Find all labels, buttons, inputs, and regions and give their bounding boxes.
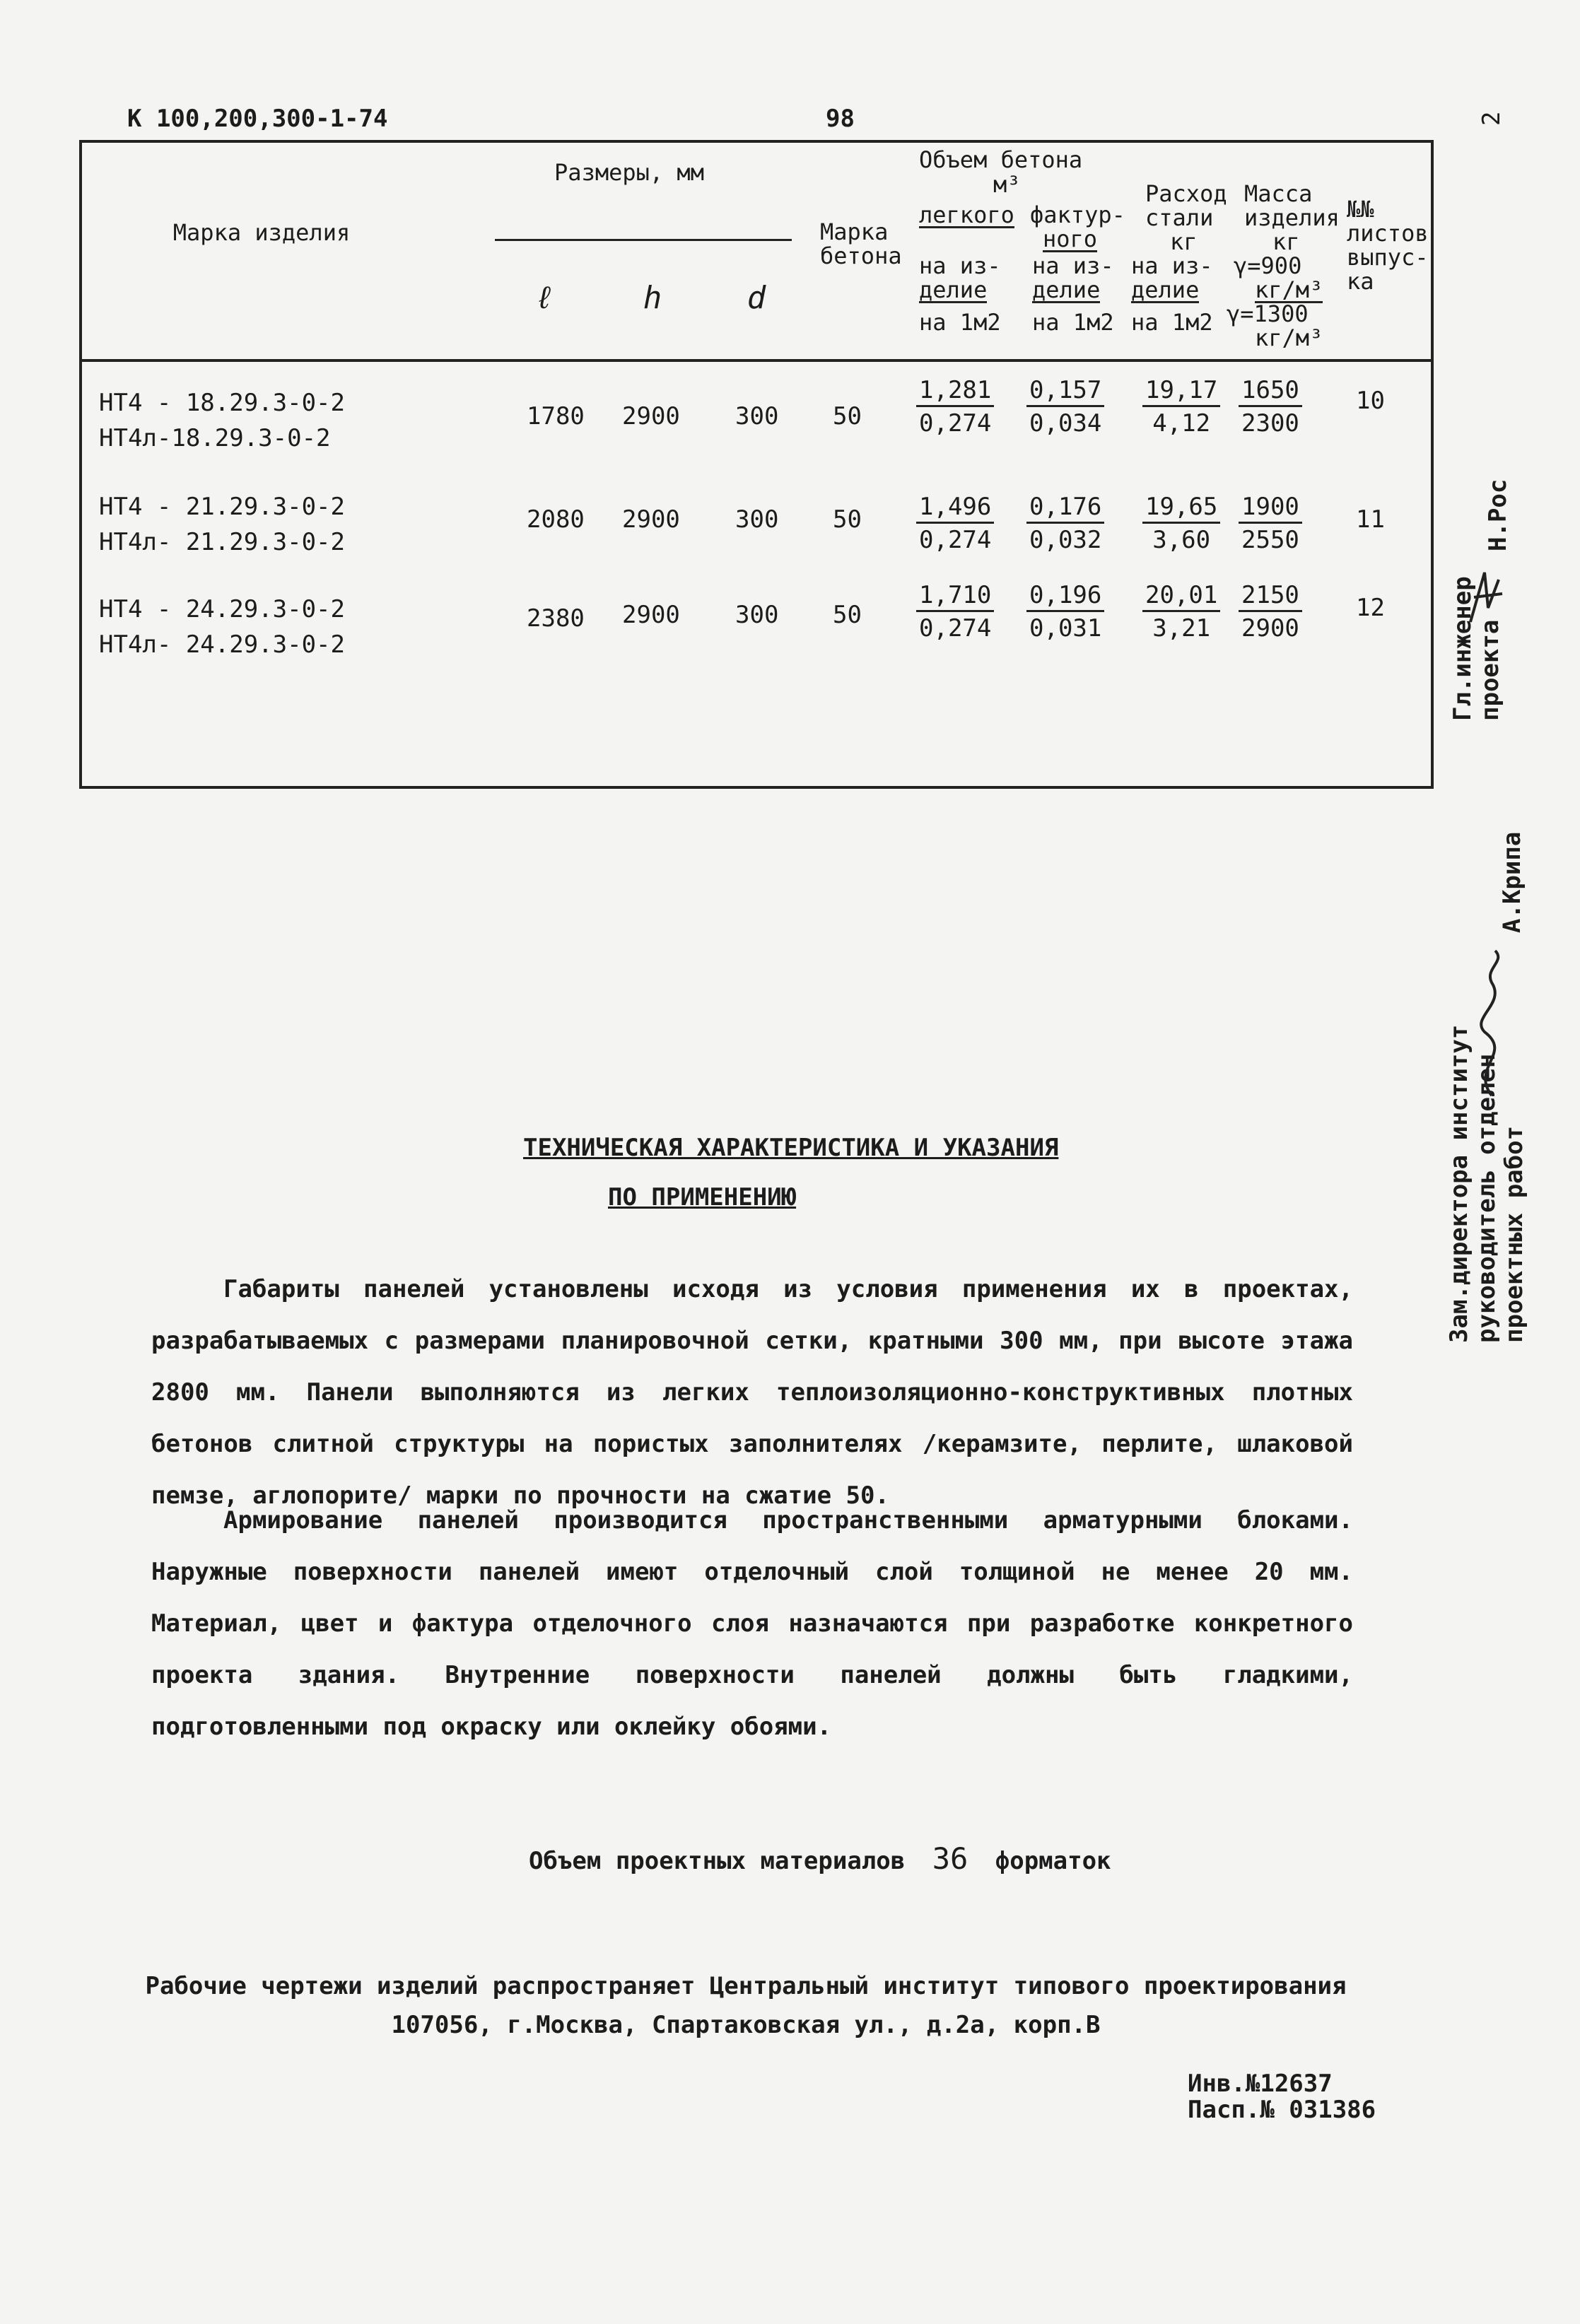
table-row-mark: НТ4 - 21.29.3-0-2 bbox=[99, 493, 345, 521]
table-row-mass bbox=[1239, 376, 1302, 438]
steel-per-m2: 3,21 bbox=[1152, 614, 1211, 642]
col-header-steel-2: стали bbox=[1145, 204, 1214, 231]
col-header-gamma-unit-1: кг/м³ bbox=[1255, 276, 1323, 303]
finish-per-item: 0,196 bbox=[1026, 583, 1104, 612]
col-header-d: d bbox=[747, 280, 766, 316]
table-row-finish-volume bbox=[1026, 583, 1104, 640]
table-row-sheet: 10 bbox=[1356, 387, 1385, 415]
table-row-l: 2080 bbox=[527, 505, 585, 534]
table-row-d: 300 bbox=[735, 505, 779, 534]
table-row-mark: НТ4л- 21.29.3-0-2 bbox=[99, 528, 345, 556]
light-per-item: 1,710 bbox=[916, 583, 994, 612]
table-row-h: 2900 bbox=[622, 601, 680, 629]
col-header-gamma-1300: γ=1300 bbox=[1227, 300, 1309, 327]
volume-count: 36 bbox=[932, 1841, 969, 1876]
table-row-steel bbox=[1142, 376, 1220, 438]
finish-per-item: 0,157 bbox=[1026, 378, 1104, 407]
inventory-block bbox=[1188, 2071, 1376, 2124]
finish-per-m2: 0,031 bbox=[1029, 614, 1102, 642]
volume-line bbox=[529, 1841, 1111, 1876]
steel-per-item: 19,65 bbox=[1142, 495, 1220, 524]
table-row-mark: НТ4л- 24.29.3-0-2 bbox=[99, 630, 345, 659]
light-per-m2: 0,274 bbox=[919, 614, 992, 642]
table-row-d: 300 bbox=[735, 601, 779, 629]
table-row-sheet: 11 bbox=[1356, 505, 1385, 534]
light-per-m2: 0,274 bbox=[919, 409, 992, 438]
distribution-line-1: Рабочие чертежи изделий распространяет Центральный институт типового проектирования bbox=[145, 1972, 1347, 2000]
col-header-dimensions: Размеры, мм bbox=[554, 159, 704, 186]
table-row-mass bbox=[1239, 583, 1302, 640]
col-header-finish-m2: на 1м2 bbox=[1032, 309, 1114, 336]
table-row-d: 300 bbox=[735, 402, 779, 430]
col-header-gamma-900: γ=900 bbox=[1234, 252, 1302, 279]
table-row-l: 1780 bbox=[527, 402, 585, 430]
table-row-light-volume bbox=[916, 495, 994, 552]
steel-per-m2: 4,12 bbox=[1152, 409, 1211, 438]
table-row-mark: НТ4 - 24.29.3-0-2 bbox=[99, 595, 345, 623]
col-header-steel-3: кг bbox=[1170, 228, 1198, 255]
steel-per-item: 19,17 bbox=[1142, 378, 1220, 407]
table-row-h: 2900 bbox=[622, 505, 680, 534]
col-header-grade-1: Марка bbox=[820, 218, 889, 245]
paragraph-2-text: Армирование панелей производится пространственными арматурными блоками. Наружные поверхности панелей имеют отделочный слой толщиной не менее 20 мм. Материал, цвет и фактура отделочного слоя назначаются при разработке конкретного проекта здания. Внутренние поверхности панелей должны быть гладкими, подготовленными под окраску или оклейку обоями. bbox=[151, 1506, 1353, 1741]
finish-per-item: 0,176 bbox=[1026, 495, 1104, 524]
col-header-volume-unit: м³ bbox=[993, 171, 1021, 198]
volume-suffix: форматок bbox=[995, 1847, 1111, 1875]
col-header-gamma-unit-2: кг/м³ bbox=[1255, 324, 1323, 351]
col-header-finish-2: ного bbox=[1043, 225, 1098, 252]
col-header-l: ℓ bbox=[534, 280, 554, 316]
mass-1300: 2550 bbox=[1241, 526, 1299, 554]
col-header-mass-3: кг bbox=[1272, 228, 1300, 255]
col-header-finish-item-1: на из- bbox=[1032, 252, 1114, 279]
col-header-sheets-1: №№ bbox=[1347, 196, 1374, 223]
col-header-light-item-2: делие bbox=[919, 276, 988, 303]
mass-1300: 2300 bbox=[1241, 409, 1299, 438]
steel-per-item: 20,01 bbox=[1142, 583, 1220, 612]
stamp-deputy-director-line3: проектных работ bbox=[1500, 1125, 1529, 1343]
col-header-mass-1: Масса bbox=[1244, 180, 1313, 207]
table-header-divider bbox=[79, 359, 1431, 362]
paragraph-1 bbox=[151, 1264, 1353, 1522]
table-row-mark: НТ4 - 18.29.3-0-2 bbox=[99, 389, 345, 417]
sheet-number: 2 bbox=[1477, 111, 1506, 126]
dimensions-divider bbox=[495, 239, 792, 241]
section-subtitle: ПО ПРИМЕНЕНИЮ bbox=[608, 1183, 797, 1211]
mass-900: 2150 bbox=[1239, 583, 1302, 612]
col-header-finish-item-2: делие bbox=[1032, 276, 1101, 303]
table-row-h: 2900 bbox=[622, 402, 680, 430]
table-row-grade: 50 bbox=[833, 402, 862, 430]
stamp-chief-engineer-line1: Гл.инженер bbox=[1449, 576, 1477, 721]
col-header-grade-2: бетона bbox=[820, 242, 902, 269]
stamp-chief-engineer-line2: проекта bbox=[1476, 619, 1505, 721]
table-row-finish-volume bbox=[1026, 376, 1104, 438]
col-header-steel-item-2: делие bbox=[1131, 276, 1200, 303]
paragraph-1-text: Габариты панелей установлены исходя из условия применения их в проектах, разрабатываемых с размерами планировочной сетки, кратными 300 мм, при высоте этажа 2800 мм. Панели выполняются из легких теплоизоляционно-конструктивных плотных бетонов слитной структуры на пористых заполнителях /керамзите, перлите, шлаковой пемзе, аглопорите/ марки по прочности на сжатие 50. bbox=[151, 1275, 1353, 1510]
volume-prefix: Объем проектных материалов bbox=[529, 1847, 906, 1875]
distribution-line-2: 107056, г.Москва, Спартаковская ул., д.2а, корп.В bbox=[391, 2011, 1101, 2039]
col-header-steel-1: Расход bbox=[1145, 180, 1227, 207]
steel-per-m2: 3,60 bbox=[1152, 526, 1211, 554]
table-row-light-volume bbox=[916, 583, 994, 640]
section-title: ТЕХНИЧЕСКАЯ ХАРАКТЕРИСТИКА И УКАЗАНИЯ bbox=[523, 1134, 1059, 1162]
col-header-steel-item-1: на из- bbox=[1131, 252, 1213, 279]
col-header-mark: Марка изделия bbox=[172, 219, 351, 246]
table-row-l: 2380 bbox=[527, 604, 585, 633]
col-header-h: h bbox=[643, 280, 662, 316]
col-header-steel-m2: на 1м2 bbox=[1131, 309, 1213, 336]
stamp-deputy-director-line1: Зам.директора институт bbox=[1445, 1024, 1473, 1343]
col-header-sheets-2: листов bbox=[1347, 220, 1429, 247]
signature-scribble-2 bbox=[1463, 947, 1520, 1103]
table-row-mark: НТ4л-18.29.3-0-2 bbox=[99, 424, 331, 452]
mass-1300: 2900 bbox=[1241, 614, 1299, 642]
col-header-sheets-4: ка bbox=[1347, 268, 1374, 295]
table-row-light-volume bbox=[916, 376, 994, 438]
document-code: К 100,200,300-1-74 bbox=[127, 105, 388, 133]
table-row-steel bbox=[1142, 495, 1220, 552]
mass-900: 1650 bbox=[1239, 378, 1302, 407]
passport-number: Пасп.№ 031386 bbox=[1188, 2096, 1376, 2125]
light-per-m2: 0,274 bbox=[919, 526, 992, 554]
paragraph-2 bbox=[151, 1495, 1353, 1753]
finish-per-m2: 0,032 bbox=[1029, 526, 1102, 554]
light-per-item: 1,281 bbox=[916, 378, 994, 407]
inventory-number: Инв.№12637 bbox=[1188, 2070, 1333, 2098]
col-header-sheets-3: выпус- bbox=[1347, 244, 1429, 271]
mass-900: 1900 bbox=[1239, 495, 1302, 524]
col-header-mass-2: изделия bbox=[1244, 204, 1340, 231]
page-number: 98 bbox=[826, 105, 855, 133]
stamp-deputy-director-name: А.Крипа bbox=[1498, 831, 1526, 933]
table-row-grade: 50 bbox=[833, 505, 862, 534]
table-row-steel bbox=[1142, 583, 1220, 640]
col-header-light: легкого bbox=[919, 201, 1014, 228]
table-row-finish-volume bbox=[1026, 495, 1104, 552]
stamp-deputy-director-line2: руководитель отделен bbox=[1473, 1053, 1502, 1343]
col-header-light-m2: на 1м2 bbox=[919, 309, 1001, 336]
table-row-sheet: 12 bbox=[1356, 594, 1385, 622]
col-header-finish-1: фактур- bbox=[1030, 201, 1125, 228]
stamp-chief-engineer-name: Н.Рос bbox=[1484, 479, 1512, 551]
signature-scribble-1 bbox=[1463, 565, 1506, 629]
table-row-mass bbox=[1239, 495, 1302, 552]
light-per-item: 1,496 bbox=[916, 495, 994, 524]
finish-per-m2: 0,034 bbox=[1029, 409, 1102, 438]
col-header-light-item-1: на из- bbox=[919, 252, 1001, 279]
col-header-volume: Объем бетона bbox=[919, 146, 1083, 173]
table-row-grade: 50 bbox=[833, 601, 862, 629]
